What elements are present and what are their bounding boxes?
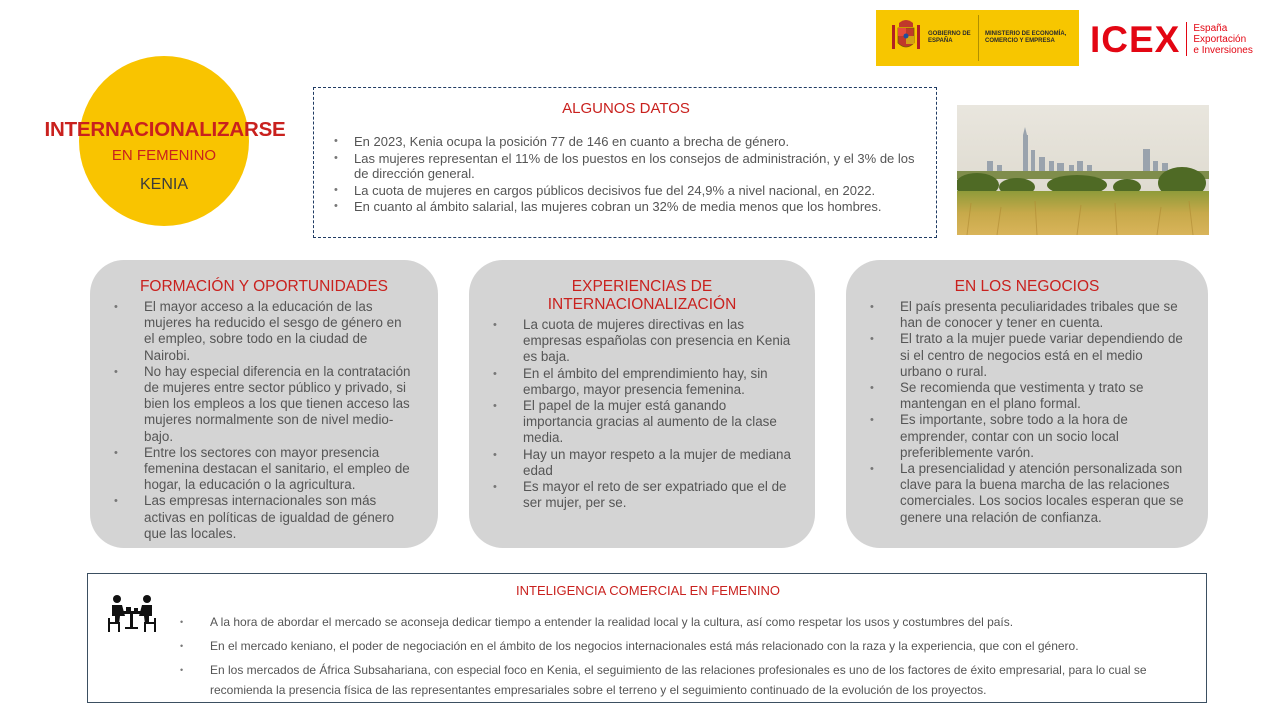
experiences-title: EXPERIENCIAS DE INTERNACIONALIZACIÓN [547, 278, 737, 313]
page-title: INTERNACIONALIZARSE [44, 118, 286, 141]
divider [978, 15, 979, 61]
experiences-list [493, 317, 791, 511]
list-item: • A la hora de abordar el mercado se aconseja dedicar tiempo a entender la realidad local y la cultura, así como respetar los usos y costumbres del país. [180, 612, 1190, 632]
coat-of-arms-icon [884, 15, 928, 61]
business-panel [846, 260, 1208, 548]
list-item: • La presencialidad y atención personalizada son clave para la buena marcha de las relaciones comerciales. Los socios locales esperan que se genere una relación de confianza. [870, 461, 1184, 526]
icex-logo [1090, 18, 1270, 60]
list-item: • El trato a la mujer puede variar dependiendo de si el centro de negocios está en el medio urbano o rural. [870, 331, 1184, 380]
business-meeting-icon [106, 594, 158, 634]
business-title: EN LOS NEGOCIOS [954, 278, 1100, 295]
key-data-title: ALGUNOS DATOS [562, 100, 690, 117]
list-item: • Las empresas internacionales son más activas en políticas de igualdad de género que las locales. [114, 493, 414, 542]
list-item: • En 2023, Kenia ocupa la posición 77 de 146 en cuanto a brecha de género. [334, 134, 918, 150]
list-item: • En los mercados de África Subsahariana, con especial foco en Kenia, el seguimiento de las relaciones profesionales es uno de los factores de éxito empresarial, para lo cual se recomienda la presencia física de las representantes empresariales sobre el terreno y el seguimiento continuado de la evolución de los proyectos. [180, 660, 1190, 700]
list-item: • La cuota de mujeres en cargos públicos decisivos fue del 24,9% a nivel nacional, en 2022. [334, 183, 918, 199]
internationalization-experiences-panel [469, 260, 815, 548]
list-item: • La cuota de mujeres directivas en las empresas españolas con presencia en Kenia es baja. [493, 317, 791, 366]
key-data-box [313, 87, 937, 238]
country-label: KENIA [139, 176, 188, 193]
training-title: FORMACIÓN Y OPORTUNIDADES [139, 278, 389, 295]
list-item: • Hay un mayor respeto a la mujer de mediana edad [493, 447, 791, 479]
list-item: • No hay especial diferencia en la contratación de mujeres entre sector público y privado, si bien los empleos a los que tienen acceso las mujeres normalmente son de nivel medio-bajo. [114, 364, 414, 445]
training-list [114, 299, 414, 542]
page-subtitle: EN FEMENINO [111, 147, 217, 164]
training-opportunities-panel [90, 260, 438, 548]
list-item: • El mayor acceso a la educación de las mujeres ha reducido el sesgo de género en el empleo, sobre todo en la ciudad de Nairobi. [114, 299, 414, 364]
list-item: • Es importante, sobre todo a la hora de emprender, contar con un socio local preferiblemente varón. [870, 412, 1184, 461]
commercial-intelligence-box [87, 573, 1207, 703]
intelligence-list [180, 612, 1190, 704]
icex-wordmark: ICEX [1090, 18, 1181, 60]
icex-subtitle: España Exportación e Inversiones [1193, 22, 1253, 56]
list-item: • El país presenta peculiaridades tribales que se han de conocer y tener en cuenta. [870, 299, 1184, 331]
ministry-label: MINISTERIO DE ECONOMÍA, COMERCIO Y EMPRESA [985, 31, 1067, 44]
gov-label: GOBIERNO DE ESPAÑA [928, 31, 971, 44]
list-item: • En el ámbito del emprendimiento hay, sin embargo, mayor presencia femenina. [493, 366, 791, 398]
list-item: • En el mercado keniano, el poder de negociación en el ámbito de los negocios internacionales está más relacionado con la raza y la experiencia, que con el género. [180, 636, 1190, 656]
business-list [870, 299, 1184, 526]
list-item: • Las mujeres representan el 11% de los puestos en los consejos de administración, y el 3% de los de dirección general. [334, 151, 918, 182]
list-item: • Se recomienda que vestimenta y trato se mantengan en el plano formal. [870, 380, 1184, 412]
divider [1186, 22, 1187, 56]
intelligence-title: INTELIGENCIA COMERCIAL EN FEMENINO [516, 583, 780, 598]
list-item: • Entre los sectores con mayor presencia femenina destacan el sanitario, el empleo de hogar, la educación o la agricultura. [114, 445, 414, 494]
nairobi-skyline-photo [957, 105, 1209, 235]
list-item: • En cuanto al ámbito salarial, las mujeres cobran un 32% de media menos que los hombres. [334, 199, 918, 215]
list-item: • Es mayor el reto de ser expatriado que el de ser mujer, per se. [493, 479, 791, 511]
government-logo [876, 10, 1079, 66]
key-data-list [334, 134, 918, 215]
list-item: • El papel de la mujer está ganando importancia gracias al aumento de la clase media. [493, 398, 791, 447]
